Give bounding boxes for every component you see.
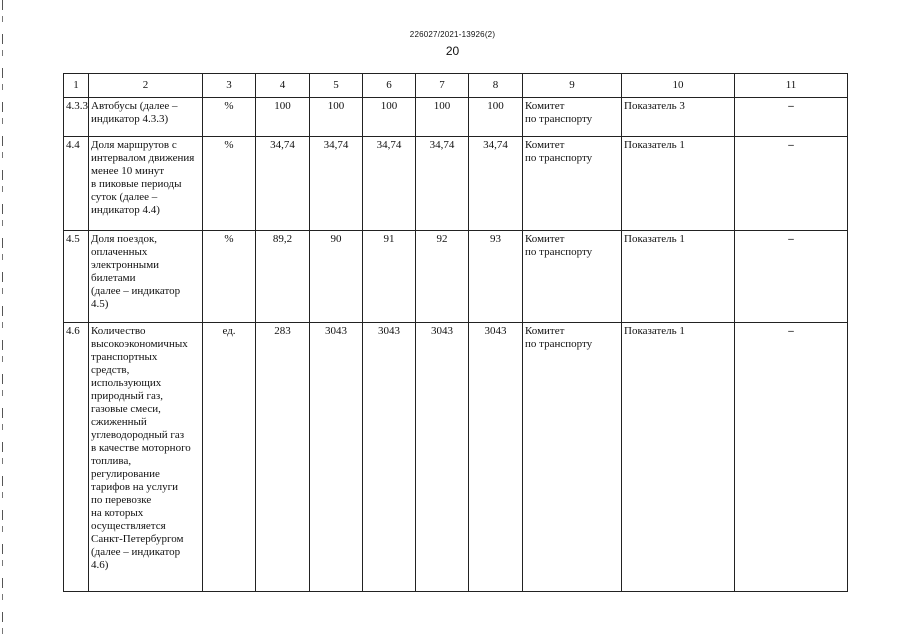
column-header: 11 <box>735 74 848 98</box>
value-cell: 34,74 <box>310 137 363 231</box>
value-cell: 100 <box>363 98 416 137</box>
note-cell: – <box>735 323 848 592</box>
column-header: 2 <box>89 74 203 98</box>
indicator-name: Количество высокоэкономичных транспортных средств, использующих природный газ, газовые смеси, сжиженный углеводородный газ в качестве моторного топлива, регулирование тарифов на услуги по перевозке на которых осуществляется Санкт-Петербургом (далее – индикатор 4.6) <box>89 323 203 592</box>
value-cell: 91 <box>363 231 416 323</box>
row-number: 4.3.3 <box>64 98 89 137</box>
column-header: 4 <box>256 74 310 98</box>
value-cell: 34,74 <box>363 137 416 231</box>
note-cell: – <box>735 231 848 323</box>
indicators-table <box>63 73 848 592</box>
column-header: 3 <box>203 74 256 98</box>
value-cell: 283 <box>256 323 310 592</box>
column-header: 1 <box>64 74 89 98</box>
indicator-link-cell: Показатель 1 <box>622 137 735 231</box>
value-cell: 89,2 <box>256 231 310 323</box>
page-number: 20 <box>445 44 460 58</box>
value-cell: 3043 <box>363 323 416 592</box>
note-cell: – <box>735 98 848 137</box>
indicator-link-cell: Показатель 1 <box>622 231 735 323</box>
value-cell: 3043 <box>416 323 469 592</box>
document-number: 226027/2021-13926(2) <box>409 30 496 39</box>
indicator-name: Автобусы (далее – индикатор 4.3.3) <box>89 98 203 137</box>
value-cell: 90 <box>310 231 363 323</box>
scan-edge <box>2 0 3 640</box>
indicator-link-cell: Показатель 3 <box>622 98 735 137</box>
unit-cell: % <box>203 98 256 137</box>
value-cell: 93 <box>469 231 523 323</box>
value-cell: 100 <box>256 98 310 137</box>
row-number: 4.4 <box>64 137 89 231</box>
value-cell: 3043 <box>469 323 523 592</box>
value-cell: 34,74 <box>256 137 310 231</box>
unit-cell: ед. <box>203 323 256 592</box>
value-cell: 100 <box>416 98 469 137</box>
note-cell: – <box>735 137 848 231</box>
indicator-name: Доля маршрутов с интервалом движения менее 10 минут в пиковые периоды суток (далее – индикатор 4.4) <box>89 137 203 231</box>
value-cell: 34,74 <box>469 137 523 231</box>
indicator-name: Доля поездок, оплаченных электронными билетами (далее – индикатор 4.5) <box>89 231 203 323</box>
value-cell: 100 <box>310 98 363 137</box>
responsible-cell: Комитет по транспорту <box>523 231 622 323</box>
responsible-cell: Комитет по транспорту <box>523 98 622 137</box>
column-header: 7 <box>416 74 469 98</box>
responsible-cell: Комитет по транспорту <box>523 137 622 231</box>
row-number: 4.5 <box>64 231 89 323</box>
table-row <box>64 137 848 231</box>
column-header: 8 <box>469 74 523 98</box>
column-number-row <box>64 74 848 98</box>
column-header: 9 <box>523 74 622 98</box>
value-cell: 3043 <box>310 323 363 592</box>
responsible-cell: Комитет по транспорту <box>523 323 622 592</box>
value-cell: 34,74 <box>416 137 469 231</box>
column-header: 10 <box>622 74 735 98</box>
table-row <box>64 231 848 323</box>
row-number: 4.6 <box>64 323 89 592</box>
table-row <box>64 98 848 137</box>
indicator-link-cell: Показатель 1 <box>622 323 735 592</box>
value-cell: 92 <box>416 231 469 323</box>
column-header: 5 <box>310 74 363 98</box>
table-row <box>64 323 848 592</box>
column-header: 6 <box>363 74 416 98</box>
unit-cell: % <box>203 231 256 323</box>
value-cell: 100 <box>469 98 523 137</box>
unit-cell: % <box>203 137 256 231</box>
